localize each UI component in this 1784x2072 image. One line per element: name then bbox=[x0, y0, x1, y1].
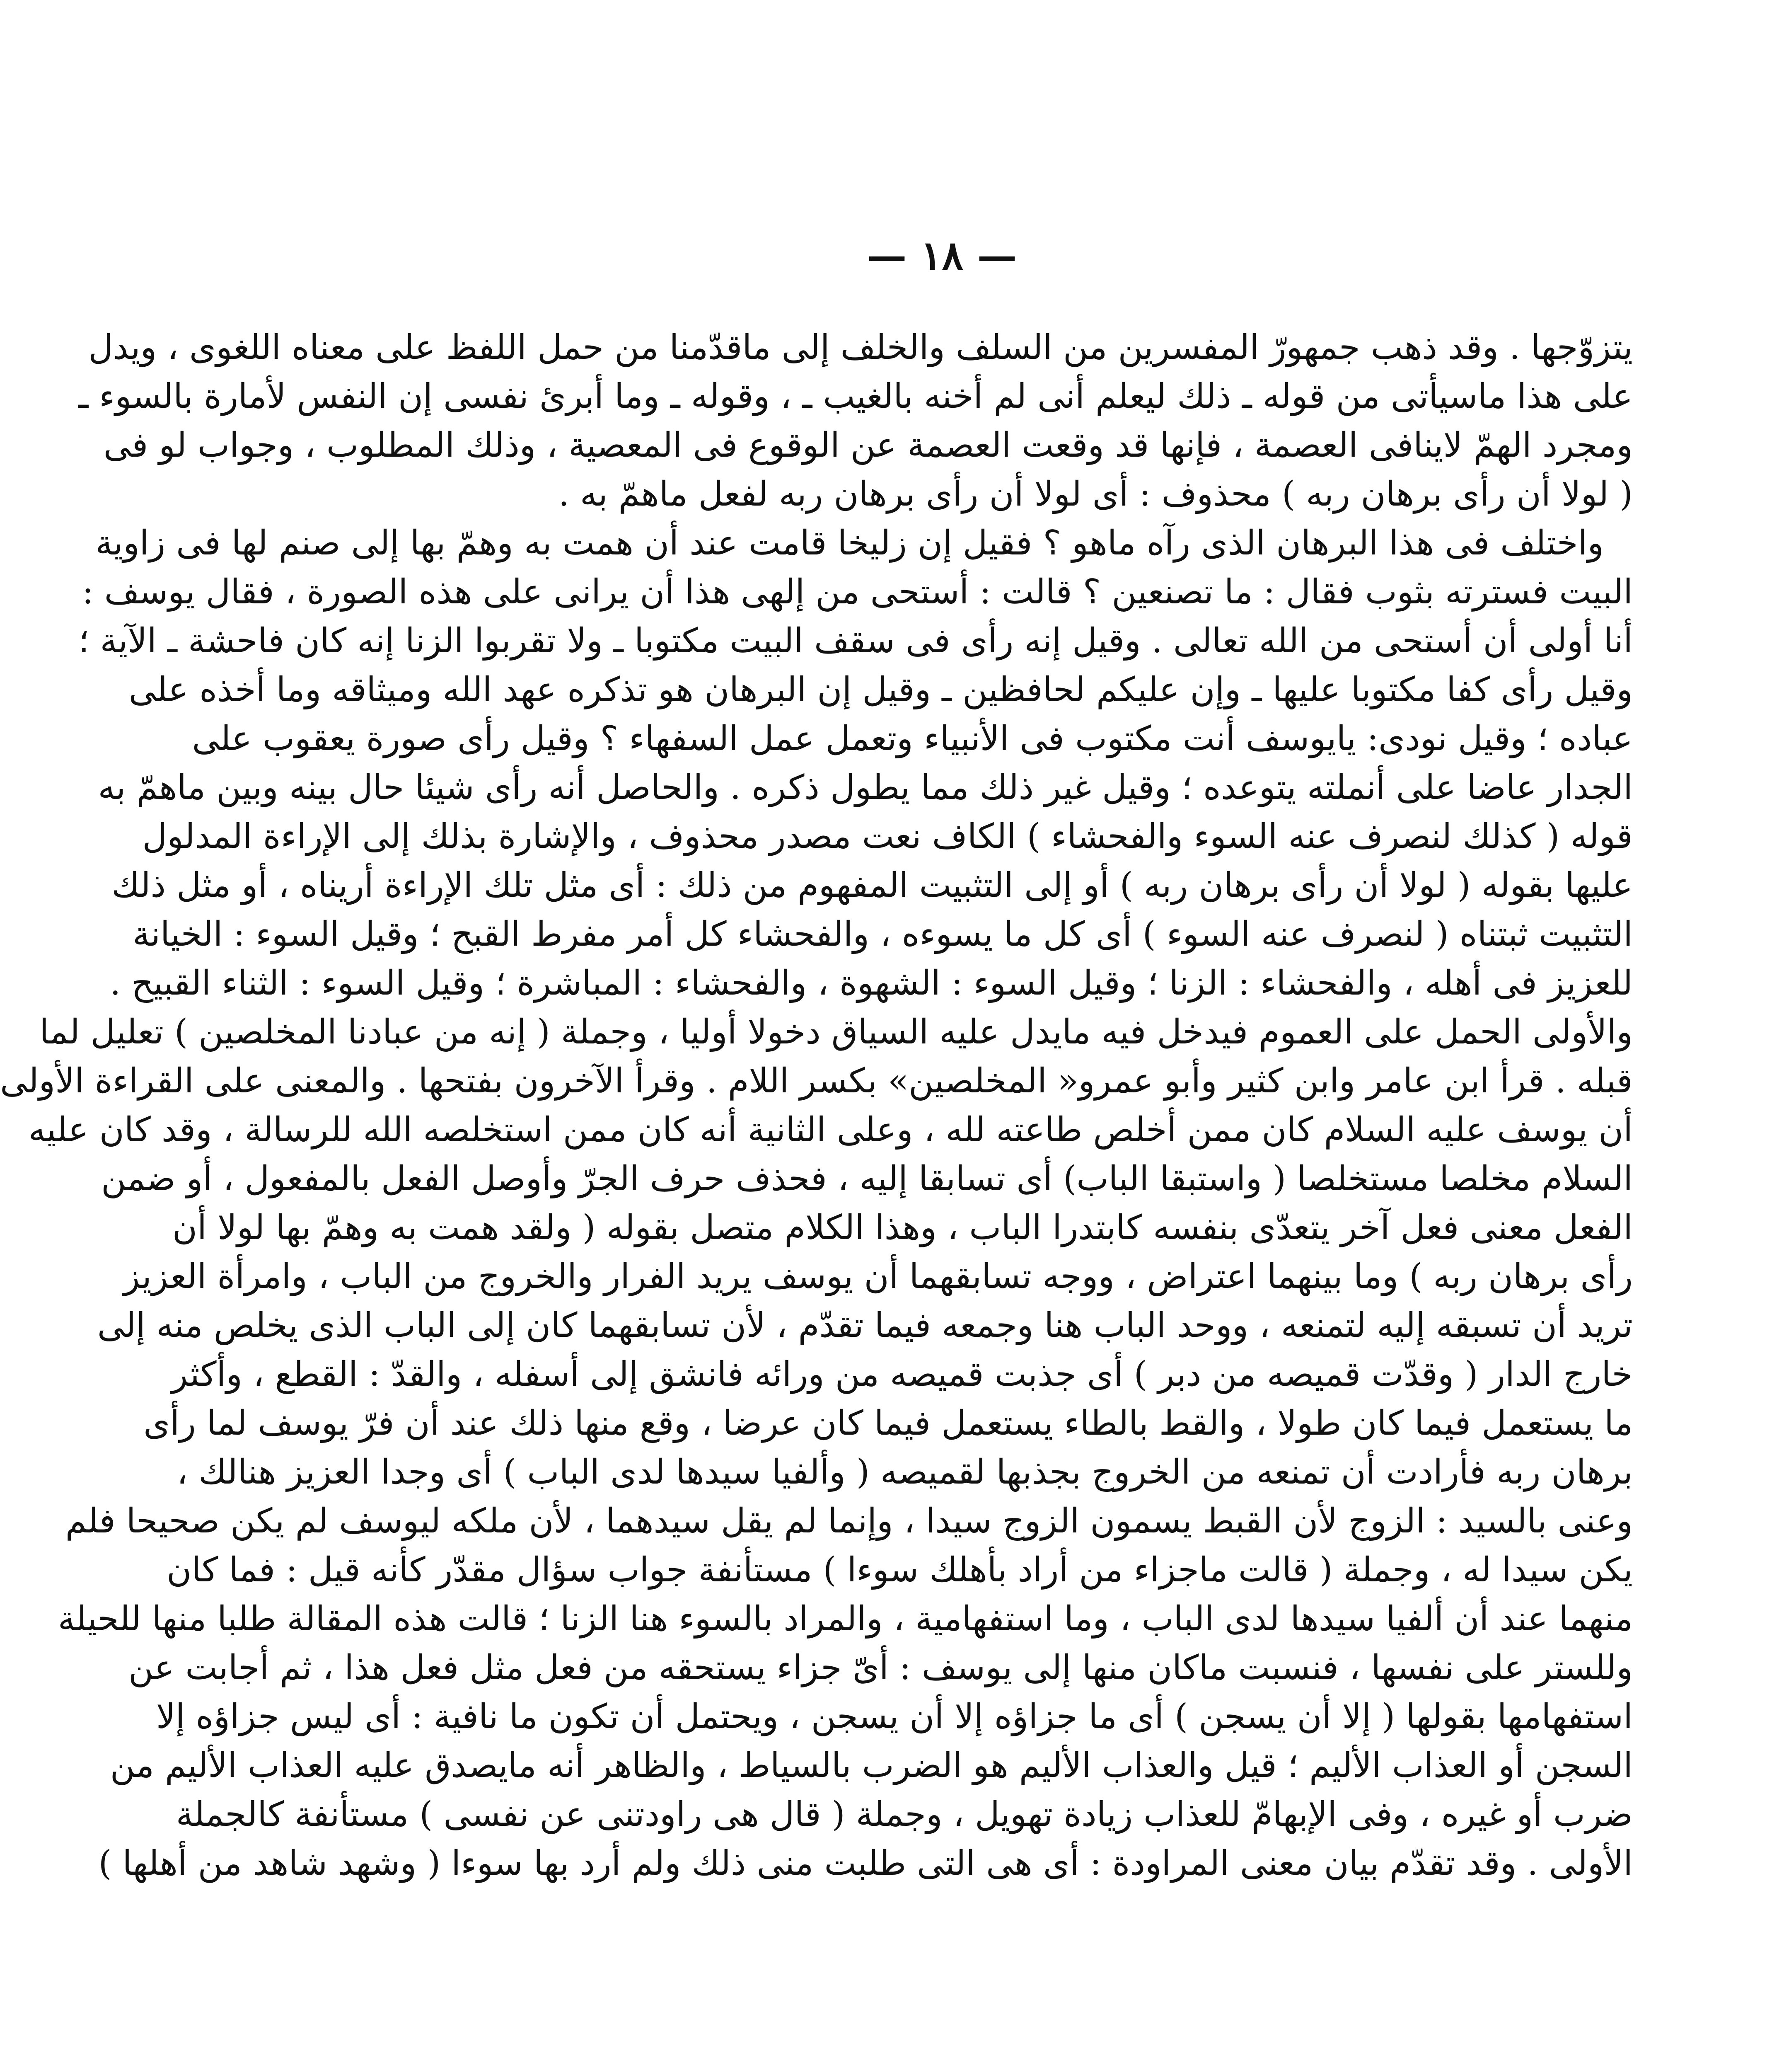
text-line: ضرب أو غيره ، وفى الإبهامّ للعذاب زيادة تهويل ، وجملة ( قال هى راودتنى عن نفسى ) مستأنفة كالجملة bbox=[176, 1795, 1633, 1834]
text-line: الجدار عاضا على أنملته يتوعده ؛ وقيل غير ذلك مما يطول ذكره . والحاصل أنه رأى شيئا حال بينه وبين ماهمّ به bbox=[98, 768, 1633, 807]
text-line: قبله . قرأ ابن عامر وابن كثير وأبو عمرو« المخلصين» بكسر اللام . وقرأ الآخرون بفتحها . والمعنى على القراءة الأولى bbox=[0, 1061, 1633, 1101]
text-line: يكن سيدا له ، وجملة ( قالت ماجزاء من أراد بأهلك سوءا ) مستأنفة جواب سؤال مقدّر كأنه قيل : فما كان bbox=[167, 1550, 1633, 1590]
text-line: منهما عند أن ألفيا سيدها لدى الباب ، وما استفهامية ، والمراد بالسوء هنا الزنا ؛ قالت هذه المقالة طلبا منها للحيلة bbox=[58, 1599, 1633, 1639]
text-line: يتزوّجها . وقد ذهب جمهورّ المفسرين من السلف والخلف إلى ماقدّمنا من حمل اللفظ على معناه اللغوى ، ويدل bbox=[88, 328, 1633, 367]
text-line: قوله ( كذلك لنصرف عنه السوء والفحشاء ) الكاف نعت مصدر محذوف ، والإشارة بذلك إلى الإراءة المدلول bbox=[142, 817, 1633, 856]
text-line: عباده ؛ وقيل نودى: يايوسف أنت مكتوب فى الأنبياء وتعمل عمل السفهاء ؟ وقيل رأى صورة يعقوب على bbox=[192, 719, 1633, 758]
text-line: استفهامها بقولها ( إلا أن يسجن ) أى ما جزاؤه إلا أن يسجن ، ويحتمل أن تكون ما نافية : أى ليس جزاؤه إلا bbox=[156, 1697, 1633, 1736]
body-text bbox=[0, 323, 1633, 2072]
text-line: برهان ربه فأرادت أن تمنعه من الخروج بجذبها لقميصه ( وألفيا سيدها لدى الباب ) أى وجدا العزيز هنالك ، bbox=[176, 1452, 1633, 1492]
text-line: على هذا ماسيأتى من قوله ـ ذلك ليعلم أنى لم أخنه بالغيب ـ ، وقوله ـ وما أبرئ نفسى إن النفس لأمارة بالسوء ـ bbox=[78, 377, 1633, 416]
text-line: والأولى الحمل على العموم فيدخل فيه مايدل عليه السياق دخولا أوليا ، وجملة ( إنه من عبادنا المخلصين ) تعليل لما bbox=[39, 1012, 1633, 1052]
text-line: أن يوسف عليه السلام كان ممن أخلص طاعته لله ، وعلى الثانية أنه كان ممن استخلصه الله للرسالة ، وقد كان عليه bbox=[28, 1110, 1633, 1150]
text-line: ( لولا أن رأى برهان ربه ) محذوف : أى لولا أن رأى برهان ربه لفعل ماهمّ به . bbox=[558, 474, 1633, 514]
text-line: تريد أن تسبقه إليه لتمنعه ، ووحد الباب هنا وجمعه فيما تقدّم ، لأن تسابقهما كان إلى الباب الذى يخلص منه إلى bbox=[97, 1306, 1633, 1345]
text-line: للعزيز فى أهله ، والفحشاء : الزنا ؛ وقيل السوء : الشهوة ، والفحشاء : المباشرة ؛ وقيل السوء : الثناء القبيح . bbox=[110, 963, 1633, 1003]
text-line: خارج الدار ( وقدّت قميصه من دبر ) أى جذبت قميصه من ورائه فانشق إلى أسفله ، والقدّ : القطع ، وأكثر bbox=[171, 1355, 1633, 1394]
text-line: ومجرد الهمّ لاينافى العصمة ، فإنها قد وقعت العصمة عن الوقوع فى المعصية ، وذلك المطلوب ، وجواب لو فى bbox=[103, 426, 1633, 465]
text-line: السجن أو العذاب الأليم ؛ قيل والعذاب الأليم هو الضرب بالسياط ، والظاهر أنه مايصدق عليه العذاب الأليم من bbox=[110, 1746, 1633, 1785]
text-line: ما يستعمل فيما كان طولا ، والقط بالطاء يستعمل فيما كان عرضا ، وقع منها ذلك عند أن فرّ يوسف لما رأى bbox=[143, 1404, 1633, 1443]
text-line: عليها بقوله ( لولا أن رأى برهان ربه ) أو إلى التثبيت المفهوم من ذلك : أى مثل تلك الإراءة أريناه ، أو مثل ذلك bbox=[111, 866, 1633, 905]
text-line: وقيل رأى كفا مكتوبا عليها ـ وإن عليكم لحافظين ـ وقيل إن البرهان هو تذكره عهد الله وميثاقه وما أخذه على bbox=[128, 670, 1633, 709]
text-line: وعنى بالسيد : الزوج لأن القبط يسمون الزوج سيدا ، وإنما لم يقل سيدهما ، لأن ملكه ليوسف لم يكن صحيحا فلم bbox=[65, 1501, 1633, 1541]
text-line: أنا أولى أن أستحى من الله تعالى . وقيل إنه رأى فى سقف البيت مكتوبا ـ ولا تقربوا الزنا إنه كان فاحشة ـ الآية ؛ bbox=[78, 621, 1633, 661]
text-line: التثبيت ثبتناه ( لنصرف عنه السوء ) أى كل ما يسوءه ، والفحشاء كل أمر مفرط القبح ؛ وقيل السوء : الخيانة bbox=[133, 915, 1633, 954]
text-line: الفعل معنى فعل آخر يتعدّى بنفسه كابتدرا الباب ، وهذا الكلام متصل بقوله ( ولقد همت به وهمّ بها لولا أن bbox=[172, 1208, 1633, 1247]
text-line: واختلف فى هذا البرهان الذى رآه ماهو ؟ فقيل إن زليخا قامت عند أن همت به وهمّ بها إلى صنم لها فى زاوية bbox=[95, 523, 1604, 563]
text-line: رأى برهان ربه ) وما بينهما اعتراض ، ووجه تسابقهما أن يوسف يريد الفرار والخروج من الباب ، وامرأة العزيز bbox=[123, 1257, 1633, 1296]
page-number: — ١٨ — bbox=[867, 232, 1017, 279]
text-line: وللستر على نفسها ، فنسبت ماكان منها إلى يوسف : أىّ جزاء يستحقه من فعل مثل فعل هذا ، ثم أجابت عن bbox=[128, 1648, 1633, 1687]
text-line: البيت فسترته بثوب فقال : ما تصنعين ؟ قالت : أستحى من إلهى هذا أن يرانى على هذه الصورة ، فقال يوسف : bbox=[82, 572, 1633, 612]
text-line: السلام مخلصا مستخلصا ( واستبقا الباب) أى تسابقا إليه ، فحذف حرف الجرّ وأوصل الفعل بالمفعول ، أو ضمن bbox=[101, 1159, 1633, 1198]
text-line: الأولى . وقد تقدّم بيان معنى المراودة : أى هى التى طلبت منى ذلك ولم أرد بها سوءا ( وشهد شاهد من أهلها ) bbox=[98, 1844, 1633, 1883]
